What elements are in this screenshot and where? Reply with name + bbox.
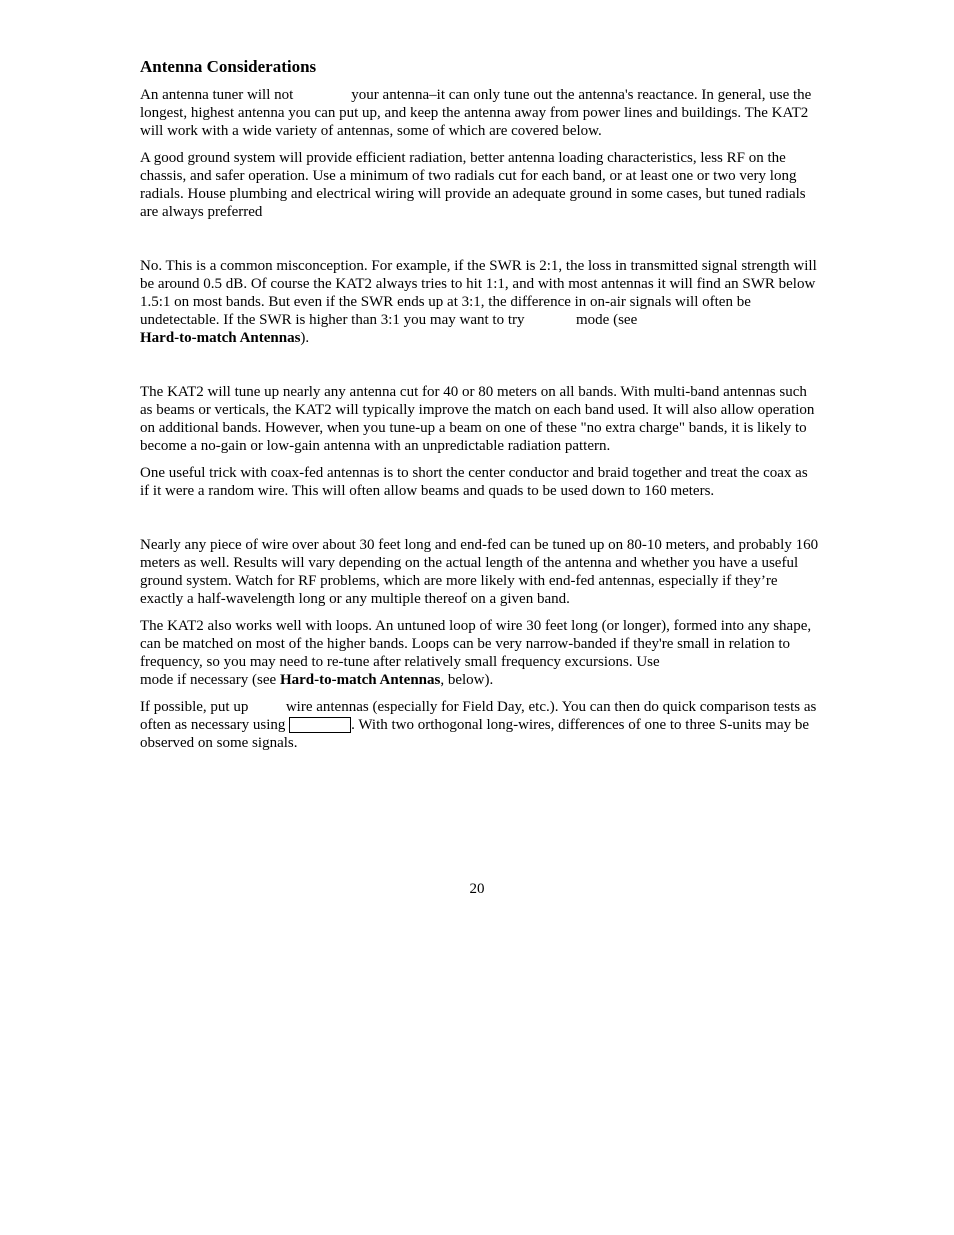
missing-subheading-gap [140, 230, 820, 257]
paragraph-swr-misconception [140, 257, 820, 347]
text-run: An antenna tuner will not [140, 87, 294, 103]
page-number: 20 [469, 881, 485, 897]
paragraph-comparison-tests [140, 698, 820, 752]
text-run: wire antennas (especially for Field Day, etc.). You can then do quick comparison tests as often as necessary using [140, 699, 817, 733]
text-run: The KAT2 also works well with loops. An untuned loop of wire 30 feet long (or longer), formed into any shape, can be matched on most of the higher bands. Loops can be very narrow-banded if they're small in relation to frequency, so you may need to re-tune after relatively small frequency excursions. Use [140, 618, 812, 670]
missing-subheading-gap [140, 509, 820, 536]
text-run: , below). [440, 672, 494, 688]
section-heading: Antenna Considerations [140, 57, 317, 76]
paragraph-multiband-antennas: The KAT2 will tune up nearly any antenna cut for 40 or 80 meters on all bands. With multi-band antennas such as beams or verticals, the KAT2 will typically improve the match on each band used. It will also allow operation on additional bands. However, when you tune-up a beam on one of these "no extra charge" bands, it is likely to become a no-gain or low-gain antenna with an unpredictable radiation pattern. [140, 384, 815, 454]
text-run: If possible, put up [140, 699, 249, 715]
text-run: No. This is a common misconception. For example, if the SWR is 2:1, the loss in transmitted signal strength will be around 0.5 dB. Of course the KAT2 always tries to hit 1:1, and with most antennas it will find an SWR below 1.5:1 on most bands. But even if the SWR ends up at 3:1, the difference in on-air signals will often be undetectable. If the SWR is higher than 3:1 you may want to try [140, 258, 817, 328]
text-run: mode (see [576, 312, 638, 328]
cross-reference-link: Hard-to-match Antennas [279, 672, 441, 688]
text-run: your antenna–it can only tune out the antenna's reactance. In general, use the longest, highest antenna you can put up, and keep the antenna away from power lines and buildings. The KAT2 will work with a wide variety of antennas, some of which are covered below. [140, 87, 812, 139]
paragraph-ground-system: A good ground system will provide efficient radiation, better antenna loading characteristics, less RF on the chassis, and safer operation. Use a minimum of two radials cut for each band, or at least one or two very long radials. House plumbing and electrical wiring will provide an adequate ground in some cases, but tuned radials are always preferred [140, 150, 806, 220]
paragraph-end-fed-wire: Nearly any piece of wire over about 30 feet long and end-fed can be tuned up on 80-10 meters, and probably 160 meters as well. Results will vary depending on the actual length of the antenna and whether you have a useful ground system. Watch for RF problems, which are more likely with end-fed antennas, especially if they’re exactly a half-wavelength long or any multiple thereof on a given band. [140, 537, 819, 607]
document-page [140, 56, 820, 761]
paragraph-loops [140, 617, 820, 689]
text-run: . With two orthogonal long-wires, differences of one to three S-units may be observed on some signals. [140, 717, 810, 751]
paragraph-tuner-intro [140, 86, 820, 140]
cross-reference-link: Hard-to-match Antennas [140, 330, 301, 346]
text-run: ). [300, 330, 310, 346]
text-run: mode if necessary (see [140, 672, 277, 688]
missing-subheading-gap [140, 356, 820, 383]
paragraph-coax-trick: One useful trick with coax-fed antennas is to short the center conductor and braid together and treat the coax as if it were a random wire. This will often allow beams and quads to be used down to 160 meters. [140, 465, 808, 499]
boxed-control-placeholder [289, 717, 351, 733]
